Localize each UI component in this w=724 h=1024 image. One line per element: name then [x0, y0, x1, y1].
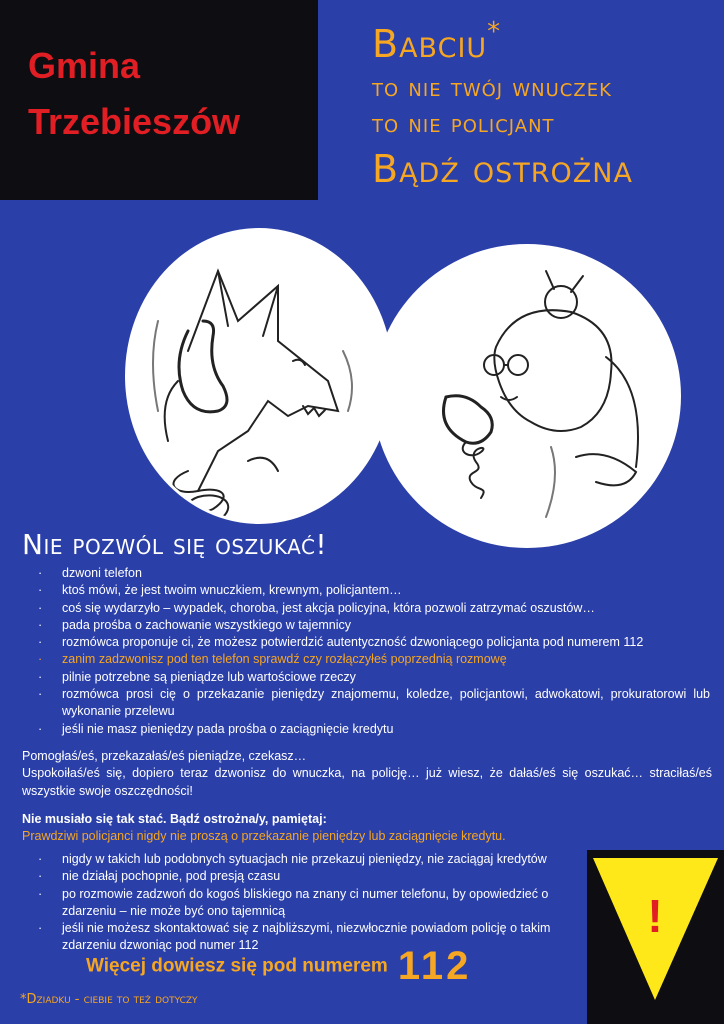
emergency-number: 112 — [397, 944, 472, 988]
list-item: · jeśli nie możesz skontaktować się z najbliższymi, niezwłocznie powiadom policję o takim zdarzeniu dzwoniąc pod numer 112 — [38, 920, 600, 955]
municipality-name — [28, 38, 318, 150]
list-item: · po rozmowie zadzwoń do kogoś bliskiego na znany ci numer telefonu, by opowiedzieć o zdarzeniu – nie może być ono tajemnicą — [38, 886, 600, 921]
list-item: · dzwoni telefon — [38, 565, 710, 582]
headline — [372, 18, 712, 196]
list-item: · rozmówca proponuje ci, że możesz potwierdzić autentyczność dzwoniącego policjanta pod numerem 112 — [38, 634, 710, 651]
list-item: · pada prośba o zachowanie wszystkiego w tajemnicy — [38, 617, 710, 634]
headline-asterisk: * — [487, 17, 502, 47]
paragraph-line-1: Pomogłaś/eś, przekazałaś/eś pieniądze, czekasz… — [22, 749, 307, 763]
grandmother-illustration — [373, 244, 681, 548]
municipality-line-1: Gmina — [28, 45, 141, 86]
headline-line-1: Babciu* — [372, 17, 502, 66]
municipality-line-2: Trzebieszów — [28, 101, 241, 142]
more-info-text: Więcej dowiesz się pod numerem — [86, 955, 388, 977]
warning-symbol: ! — [647, 890, 663, 942]
wolf-on-phone-icon — [128, 231, 390, 521]
remember-title: Nie musiało się tak stać. Bądź ostrożna/y, pamiętaj: — [22, 812, 327, 826]
consequence-paragraph — [22, 748, 712, 800]
advice-list — [38, 851, 600, 955]
warning-signs-list — [38, 565, 710, 738]
headline-line-3: to nie policjant — [372, 109, 555, 139]
list-item: · nie działaj pochopnie, pod presją czasu — [38, 868, 600, 885]
list-item: · rozmówca prosi cię o przekazanie pieniędzy znajomemu, koledze, policjantowi, adwokatowi, prokuratorowi lub wykonanie przelewu — [38, 686, 710, 721]
list-item: · jeśli nie masz pieniędzy pada prośba o zaciągnięcie kredytu — [38, 721, 710, 738]
list-item: · ktoś mówi, że jest twoim wnuczkiem, krewnym, policjantem… — [38, 582, 710, 599]
list-item-highlighted: · zanim zadzwonisz pod ten telefon sprawdź czy rozłączyłeś poprzednią rozmowę — [38, 651, 710, 668]
grandmother-on-phone-icon — [376, 247, 678, 545]
warning-sign-box — [587, 850, 724, 1024]
warning-triangle-icon — [587, 850, 724, 1024]
list-item: · nigdy w takich lub podobnych sytuacjach nie przekazuj pieniędzy, nie zaciągaj kredytów — [38, 851, 600, 868]
headline-line-4: Bądź ostrożna — [372, 147, 633, 191]
wolf-illustration — [125, 228, 393, 524]
section-title: Nie pozwól się oszukać! — [22, 528, 328, 561]
footnote: *Dziadku - ciebie to też dotyczy — [20, 992, 198, 1007]
header-box — [0, 0, 318, 200]
list-item: · coś się wydarzyło – wypadek, choroba, jest akcja policyjna, która pozwoli zatrzymać oszustów… — [38, 600, 710, 617]
remember-subtitle: Prawdziwi policjanci nigdy nie proszą o przekazanie pieniędzy lub zaciągnięcie kredytu. — [22, 829, 506, 843]
headline-line-2: to nie twój wnuczek — [372, 73, 612, 103]
more-info — [86, 944, 471, 989]
paragraph-line-2: Uspokoiłaś/eś się, dopiero teraz dzwonisz do wnuczka, na policję… już wiesz, że dałaś/eś się oszukać… straciłaś/eś wszystkie swoje oszczędności! — [22, 766, 712, 798]
list-item: · pilnie potrzebne są pieniądze lub wartościowe rzeczy — [38, 669, 710, 686]
